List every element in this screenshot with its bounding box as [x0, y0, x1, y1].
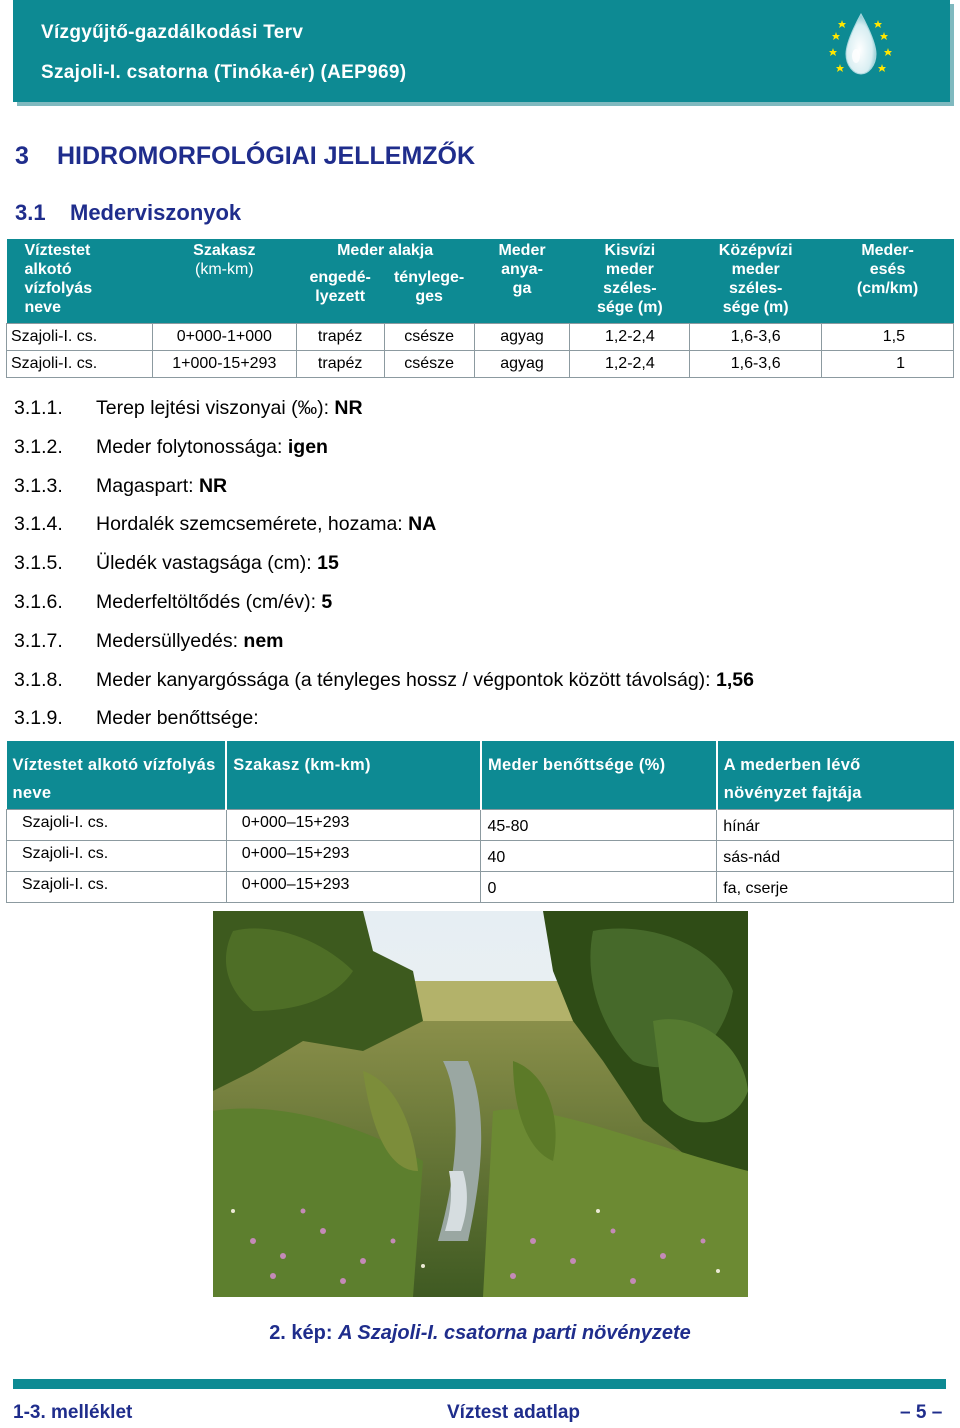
table-cell: hínár — [717, 810, 954, 841]
table-cell: sás-nád — [717, 841, 954, 872]
item-number: 3.1.9. — [14, 707, 63, 730]
table-cell: 1+000-15+293 — [152, 351, 296, 378]
table-cell: 1 — [822, 351, 954, 378]
table-cell: agyag — [474, 324, 570, 351]
footer-left: 1-3. melléklet — [13, 1402, 133, 1423]
table-cell: Szajoli-I. cs. — [7, 872, 227, 903]
table-cell: 0 — [481, 872, 717, 903]
table-cell: 1,2-2,4 — [570, 324, 690, 351]
item-number: 3.1.1. — [14, 397, 63, 419]
item-label: Meder benőttsége: — [96, 707, 259, 730]
subsection-title: Mederviszonyok — [70, 200, 242, 225]
col-header-water: Víztestet alkotó vízfolyás neve — [7, 239, 153, 324]
item-label: Üledék vastagsága (cm): — [96, 552, 318, 575]
table-cell: 45-80 — [481, 810, 717, 841]
col-header-shape-actual: ténylege- ges — [384, 268, 474, 324]
list-item — [14, 394, 754, 433]
subsection-heading — [15, 200, 241, 226]
item-value: NR — [198, 474, 228, 497]
item-label: Meder kanyargóssága (a tényleges hossz / végpontok között távolság): — [96, 668, 717, 691]
item-label: Magaspart: — [96, 474, 199, 497]
item-number: 3.1.4. — [14, 513, 63, 536]
item-number: 3.1.8. — [14, 668, 63, 691]
item-value: 15 — [317, 552, 339, 575]
item-value: igen — [287, 435, 328, 458]
col-header-section: Szakasz (km-km) — [226, 741, 481, 810]
item-label: Hordalék szemcsemérete, hozama: — [96, 513, 409, 536]
table-cell: 40 — [481, 841, 717, 872]
table-cell: 1,6-3,6 — [690, 351, 822, 378]
table-cell: 0+000–15+293 — [226, 872, 481, 903]
section-title: HIDROMORFOLÓGIAI JELLEMZŐK — [57, 142, 476, 170]
header-title: Vízgyűjtő-gazdálkodási Terv — [41, 22, 304, 43]
caption-prefix: 2. kép: — [269, 1322, 339, 1344]
col-header-material: Meder anya- ga — [474, 239, 570, 324]
item-number: 3.1.2. — [14, 435, 63, 458]
water-drop-eu-logo-icon — [828, 10, 896, 80]
col-header-water: Víztestet alkotó vízfolyás neve — [7, 741, 227, 810]
table-cell: 1,5 — [822, 324, 954, 351]
channel-conditions-table — [6, 239, 954, 378]
table-row — [7, 351, 954, 378]
table-cell: csésze — [384, 324, 474, 351]
list-item — [14, 627, 754, 666]
caption-text: A Szajoli-I. csatorna parti növényzete — [338, 1322, 691, 1344]
item-number: 3.1.6. — [14, 590, 63, 613]
table-cell: trapéz — [296, 351, 384, 378]
section-number: 3 — [15, 142, 29, 170]
table-cell: 1,6-3,6 — [690, 324, 822, 351]
item-number: 3.1.5. — [14, 552, 63, 575]
footer-bar — [13, 1379, 946, 1389]
list-item — [14, 433, 754, 472]
col-header-slope: Meder- esés (cm/km) — [822, 239, 954, 324]
list-item — [14, 510, 754, 549]
list-item — [14, 549, 754, 588]
item-value: 5 — [321, 590, 333, 613]
list-item — [14, 472, 754, 511]
footer-center: Víztest adatlap — [447, 1402, 581, 1423]
table-row — [7, 872, 954, 903]
table-cell: Szajoli-I. cs. — [7, 810, 227, 841]
list-item — [14, 704, 754, 743]
property-list — [14, 394, 754, 743]
col-header-mid-width: Középvízi meder széles- sége (m) — [690, 239, 822, 324]
col-header-shape-permitted: engedé- lyezett — [296, 268, 384, 324]
table-cell: Szajoli-I. cs. — [7, 324, 153, 351]
list-item — [14, 588, 754, 627]
footer-page: – 5 – — [900, 1402, 943, 1423]
table-cell: 0+000-1+000 — [152, 324, 296, 351]
channel-vegetation-photo — [213, 911, 748, 1297]
table-cell: Szajoli-I. cs. — [7, 351, 153, 378]
page-header — [13, 0, 950, 102]
table-row — [7, 324, 954, 351]
figure-caption — [0, 1322, 960, 1345]
item-label: Medersüllyedés: — [96, 629, 244, 652]
table-cell: trapéz — [296, 324, 384, 351]
item-value: 1,56 — [716, 668, 754, 691]
item-value: NA — [408, 513, 437, 536]
table-cell: 1,2-2,4 — [570, 351, 690, 378]
table-cell: Szajoli-I. cs. — [7, 841, 227, 872]
col-header-vegetation-type: A mederben lévő növényzet fajtája — [717, 741, 954, 810]
col-header-low-width: Kisvízi meder széles- sége (m) — [570, 239, 690, 324]
item-label: Meder folytonossága: — [96, 435, 288, 458]
item-label: Terep lejtési viszonyai (‰): — [96, 397, 335, 419]
section-heading — [15, 142, 475, 171]
item-number: 3.1.7. — [14, 629, 63, 652]
table-cell: 0+000–15+293 — [226, 810, 481, 841]
item-value: NR — [334, 397, 363, 419]
col-header-shape: Meder alakja — [296, 239, 474, 268]
item-label: Mederfeltöltődés (cm/év): — [96, 590, 322, 613]
col-header-section: Szakasz (km-km) — [152, 239, 296, 324]
vegetation-table — [6, 741, 954, 903]
table-cell: agyag — [474, 351, 570, 378]
header-subtitle: Szajoli-I. csatorna (Tinóka-ér) (AEP969) — [41, 62, 407, 83]
subsection-number: 3.1 — [15, 200, 46, 225]
table-row — [7, 810, 954, 841]
col-header-coverage: Meder benőttsége (%) — [481, 741, 717, 810]
table-cell: csésze — [384, 351, 474, 378]
list-item — [14, 666, 754, 705]
item-value: nem — [243, 629, 284, 652]
table-row — [7, 841, 954, 872]
table-cell: fa, cserje — [717, 872, 954, 903]
page-number: 5 — [915, 1402, 927, 1423]
table-cell: 0+000–15+293 — [226, 841, 481, 872]
item-number: 3.1.3. — [14, 474, 63, 497]
